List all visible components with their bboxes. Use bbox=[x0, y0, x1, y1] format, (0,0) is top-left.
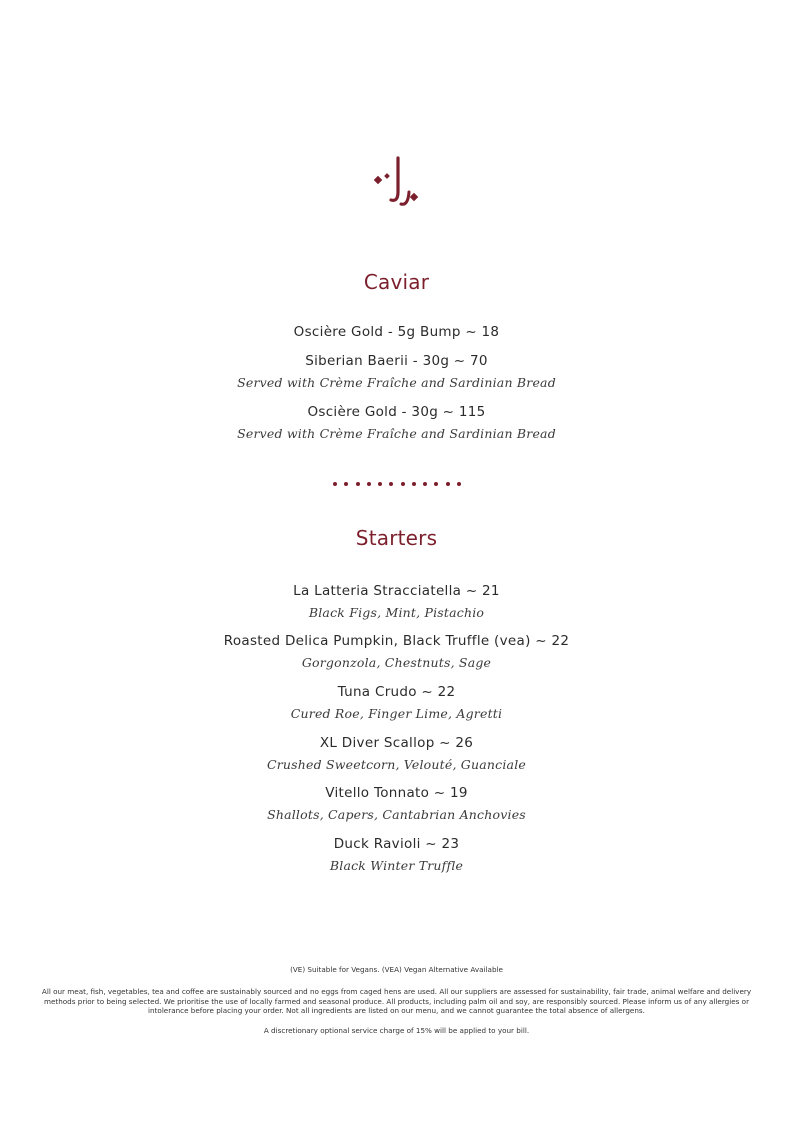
item-name: Oscière Gold - 5g Bump ~ 18 bbox=[293, 324, 500, 340]
monogram-icon bbox=[371, 154, 421, 214]
service-charge-note: A discretionary optional service charge of 15% will be applied to your bill. bbox=[263, 1026, 530, 1035]
item-name: Vitello Tonnato ~ 19 bbox=[325, 785, 468, 801]
item-name: Tuna Crudo ~ 22 bbox=[337, 684, 456, 700]
item-description: Crushed Sweetcorn, Velouté, Guanciale bbox=[266, 757, 526, 772]
dietary-legend: (VE) Suitable for Vegans. (VEA) Vegan Alternative Available bbox=[290, 965, 503, 974]
item-description: Cured Roe, Finger Lime, Agretti bbox=[290, 706, 503, 721]
menu-item bbox=[0, 352, 793, 392]
item-name: La Latteria Stracciatella ~ 21 bbox=[293, 583, 500, 599]
menu-item bbox=[0, 835, 793, 875]
section-title-starters: Starters bbox=[355, 526, 438, 550]
item-name: Duck Ravioli ~ 23 bbox=[333, 836, 460, 852]
item-name: Oscière Gold - 30g ~ 115 bbox=[307, 404, 486, 420]
item-name: Roasted Delica Pumpkin, Black Truffle (vea) ~ 22 bbox=[223, 633, 570, 649]
menu-item bbox=[0, 784, 793, 824]
menu-item bbox=[0, 323, 793, 341]
menu-item bbox=[0, 632, 793, 672]
menu-item bbox=[0, 582, 793, 622]
item-description: Black Figs, Mint, Pistachio bbox=[308, 605, 485, 620]
item-description: Gorgonzola, Chestnuts, Sage bbox=[301, 655, 492, 670]
section-title-caviar: Caviar bbox=[363, 270, 430, 294]
menu-item bbox=[0, 403, 793, 443]
item-description: Served with Crème Fraîche and Sardinian Bread bbox=[237, 426, 556, 441]
menu-item bbox=[0, 683, 793, 723]
item-description: Served with Crème Fraîche and Sardinian Bread bbox=[237, 375, 556, 390]
item-name: Siberian Baerii - 30g ~ 70 bbox=[305, 353, 488, 369]
menu-item bbox=[0, 734, 793, 774]
item-description: Shallots, Capers, Cantabrian Anchovies bbox=[267, 807, 526, 822]
dotted-divider bbox=[333, 480, 461, 488]
sourcing-statement: All our meat, fish, vegetables, tea and coffee are sustainably sourced and no eggs from caged hens are used. All our suppliers are assessed for sustainability, fair trade, animal welfare and delivery methods prior to being selected. We prioritise the use of locally farmed and seasonal produce. All products, including palm oil and soy, are responsibly sourced. Please inform us of any allergies or intolerance before placing your order. Not all ingredients are listed on our menu, and we cannot guarantee the total absence of allergens. bbox=[41, 987, 752, 1016]
item-name: XL Diver Scallop ~ 26 bbox=[319, 735, 474, 751]
item-description: Black Winter Truffle bbox=[329, 858, 464, 873]
